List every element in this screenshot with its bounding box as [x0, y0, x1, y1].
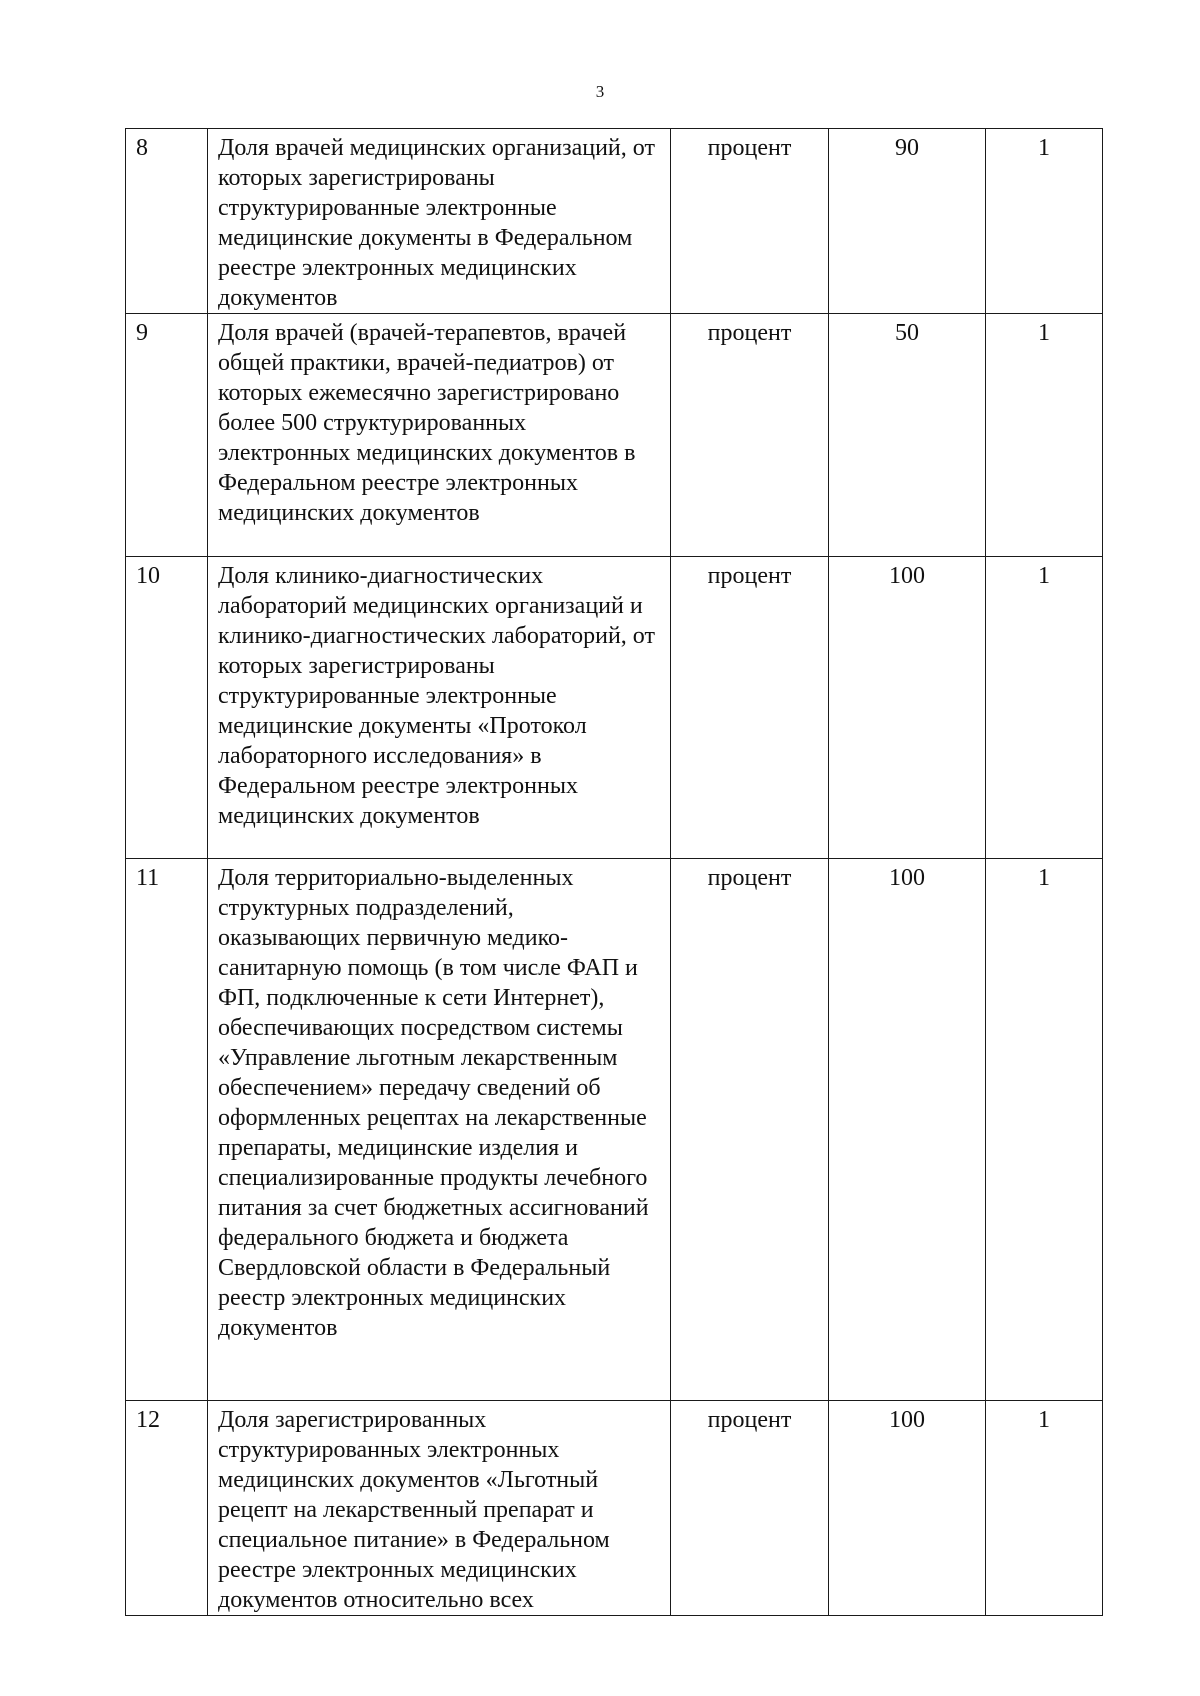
weight-cell: 1	[986, 129, 1103, 314]
unit-cell: процент	[671, 859, 829, 1401]
row-number-cell: 9	[126, 314, 208, 557]
indicator-name-cell: Доля зарегистрированных структурированных электронных медицинских документов «Льготный рецепт на лекарственный препарат и специальное питание» в Федеральном реестре электронных медицинских документов относительно всех	[208, 1401, 671, 1616]
table-row	[126, 859, 1103, 1401]
weight-cell: 1	[986, 859, 1103, 1401]
table-row	[126, 314, 1103, 557]
indicator-name-cell: Доля территориально-выделенных структурных подразделений, оказывающих первичную медико-санитарную помощь (в том числе ФАП и ФП, подключенные к сети Интернет), обеспечивающих посредством системы «Управление льготным лекарственным обеспечением» передачу сведений об оформленных рецептах на лекарственные препараты, медицинские изделия и специализированные продукты лечебного питания за счет бюджетных ассигнований федерального бюджета и бюджета Свердловской области в Федеральный реестр электронных медицинских документов	[208, 859, 671, 1401]
weight-cell: 1	[986, 557, 1103, 859]
target-value-cell: 50	[829, 314, 986, 557]
target-value-cell: 90	[829, 129, 986, 314]
indicators-table	[125, 128, 1103, 1616]
unit-cell: процент	[671, 129, 829, 314]
row-number-cell: 11	[126, 859, 208, 1401]
table-row	[126, 557, 1103, 859]
table-row	[126, 1401, 1103, 1616]
weight-cell: 1	[986, 314, 1103, 557]
row-number-cell: 10	[126, 557, 208, 859]
target-value-cell: 100	[829, 557, 986, 859]
target-value-cell: 100	[829, 859, 986, 1401]
indicator-name-cell: Доля врачей медицинских организаций, от которых зарегистрированы структурированные электронные медицинские документы в Федеральном реестре электронных медицинских документов	[208, 129, 671, 314]
target-value-cell: 100	[829, 1401, 986, 1616]
page-number: 3	[595, 82, 605, 101]
weight-cell: 1	[986, 1401, 1103, 1616]
indicator-name-cell: Доля врачей (врачей-терапевтов, врачей общей практики, врачей-педиатров) от которых ежемесячно зарегистрировано более 500 структурированных электронных медицинских документов в Федеральном реестре электронных медицинских документов	[208, 314, 671, 557]
indicator-name-cell: Доля клинико-диагностических лабораторий медицинских организаций и клинико-диагностических лабораторий, от которых зарегистрированы структурированные электронные медицинские документы «Протокол лабораторного исследования» в Федеральном реестре электронных медицинских документов	[208, 557, 671, 859]
row-number-cell: 12	[126, 1401, 208, 1616]
table-row	[126, 129, 1103, 314]
unit-cell: процент	[671, 314, 829, 557]
row-number-cell: 8	[126, 129, 208, 314]
unit-cell: процент	[671, 1401, 829, 1616]
unit-cell: процент	[671, 557, 829, 859]
